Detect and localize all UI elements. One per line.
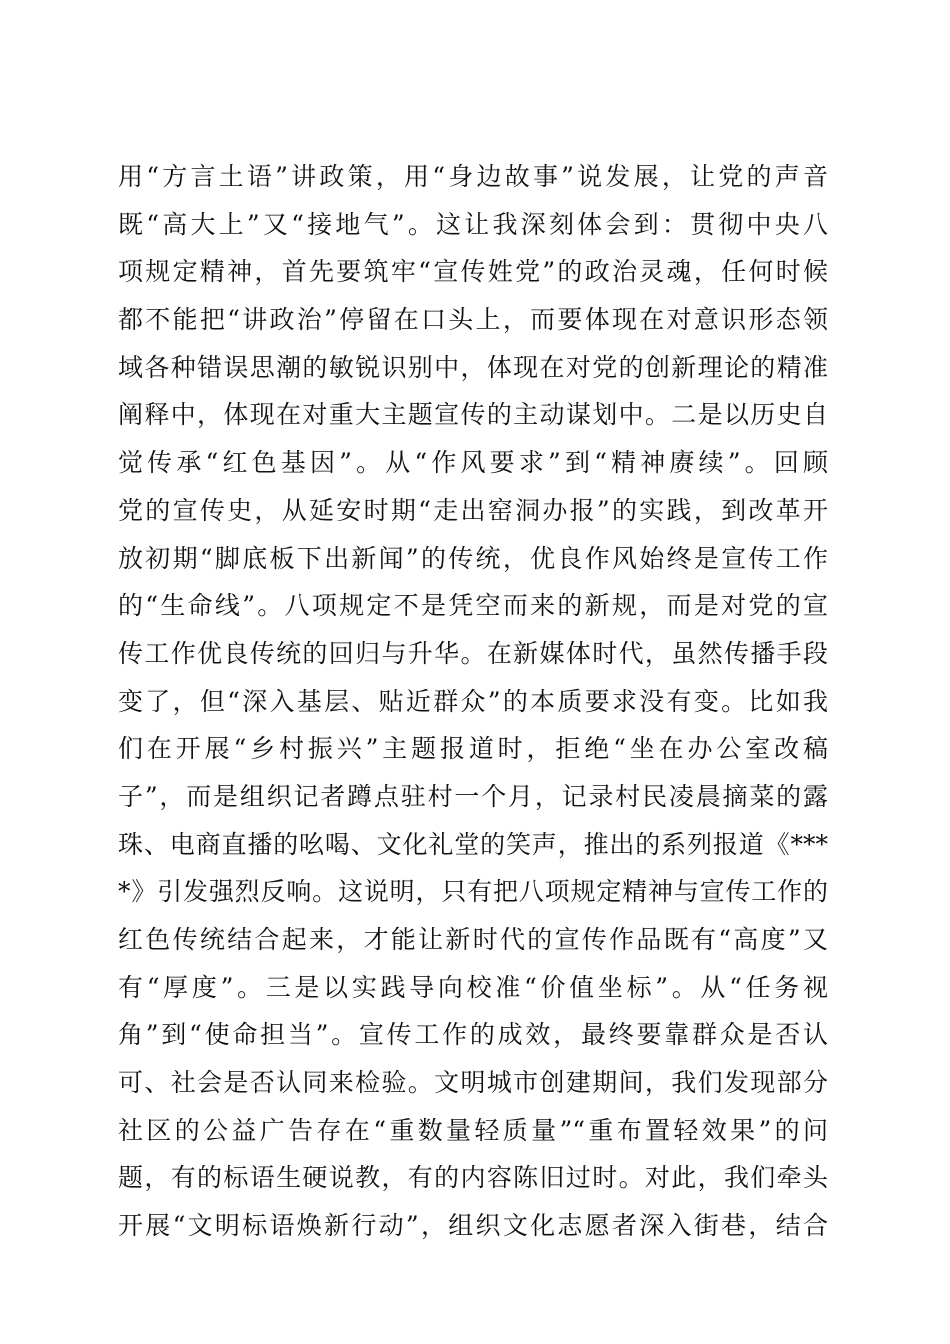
text-line: *》引发强烈反响。这说明，只有把八项规定精神与宣传工作的	[118, 877, 828, 907]
text-line: 党的宣传史，从延安时期“走出窑洞办报”的实践，到改革开	[118, 495, 828, 525]
text-line: 传工作优良传统的回归与升华。在新媒体时代，虽然传播手段	[118, 638, 828, 668]
text-line: 开展“文明标语焕新行动”，组织文化志愿者深入街巷，结合	[118, 1211, 828, 1241]
text-line: 放初期“脚底板下出新闻”的传统，优良作风始终是宣传工作	[118, 543, 828, 573]
text-line: 都不能把“讲政治”停留在口头上，而要体现在对意识形态领	[118, 305, 828, 335]
text-line: 题，有的标语生硬说教，有的内容陈旧过时。对此，我们牵头	[118, 1163, 828, 1193]
text-line: 域各种错误思潮的敏锐识别中，体现在对党的创新理论的精准	[118, 352, 828, 382]
text-line: 变了，但“深入基层、贴近群众”的本质要求没有变。比如我	[118, 686, 828, 716]
text-line: 项规定精神，首先要筑牢“宣传姓党”的政治灵魂，任何时候	[118, 257, 828, 287]
text-line: 觉传承“红色基因”。从“作风要求”到“精神赓续”。回顾	[118, 448, 828, 478]
text-line: 们在开展“乡村振兴”主题报道时，拒绝“坐在办公室改稿	[118, 734, 828, 764]
text-line: 的“生命线”。八项规定不是凭空而来的新规，而是对党的宣	[118, 591, 828, 621]
text-line: 红色传统结合起来，才能让新时代的宣传作品既有“高度”又	[118, 925, 828, 954]
text-line: 有“厚度”。三是以实践导向校准“价值坐标”。从“任务视	[118, 972, 828, 1002]
text-line: 阐释中，体现在对重大主题宣传的主动谋划中。二是以历史自	[118, 400, 828, 430]
text-line: 社区的公益广告存在“重数量轻质量”“重布置轻效果”的问	[118, 1115, 828, 1145]
text-line: 角”到“使命担当”。宣传工作的成效，最终要靠群众是否认	[118, 1020, 828, 1050]
text-line: 子”，而是组织记者蹲点驻村一个月，记录村民凌晨摘菜的露	[118, 781, 828, 811]
text-line: 可、社会是否认同来检验。文明城市创建期间，我们发现部分	[118, 1068, 828, 1098]
text-line: 既“高大上”又“接地气”。这让我深刻体会到：贯彻中央八	[118, 209, 828, 239]
text-line: 用“方言土语”讲政策，用“身边故事”说发展，让党的声音	[118, 162, 828, 191]
text-line: 珠、电商直播的吆喝、文化礼堂的笑声，推出的系列报道《***	[118, 829, 828, 859]
body-paragraph	[118, 153, 828, 1250]
